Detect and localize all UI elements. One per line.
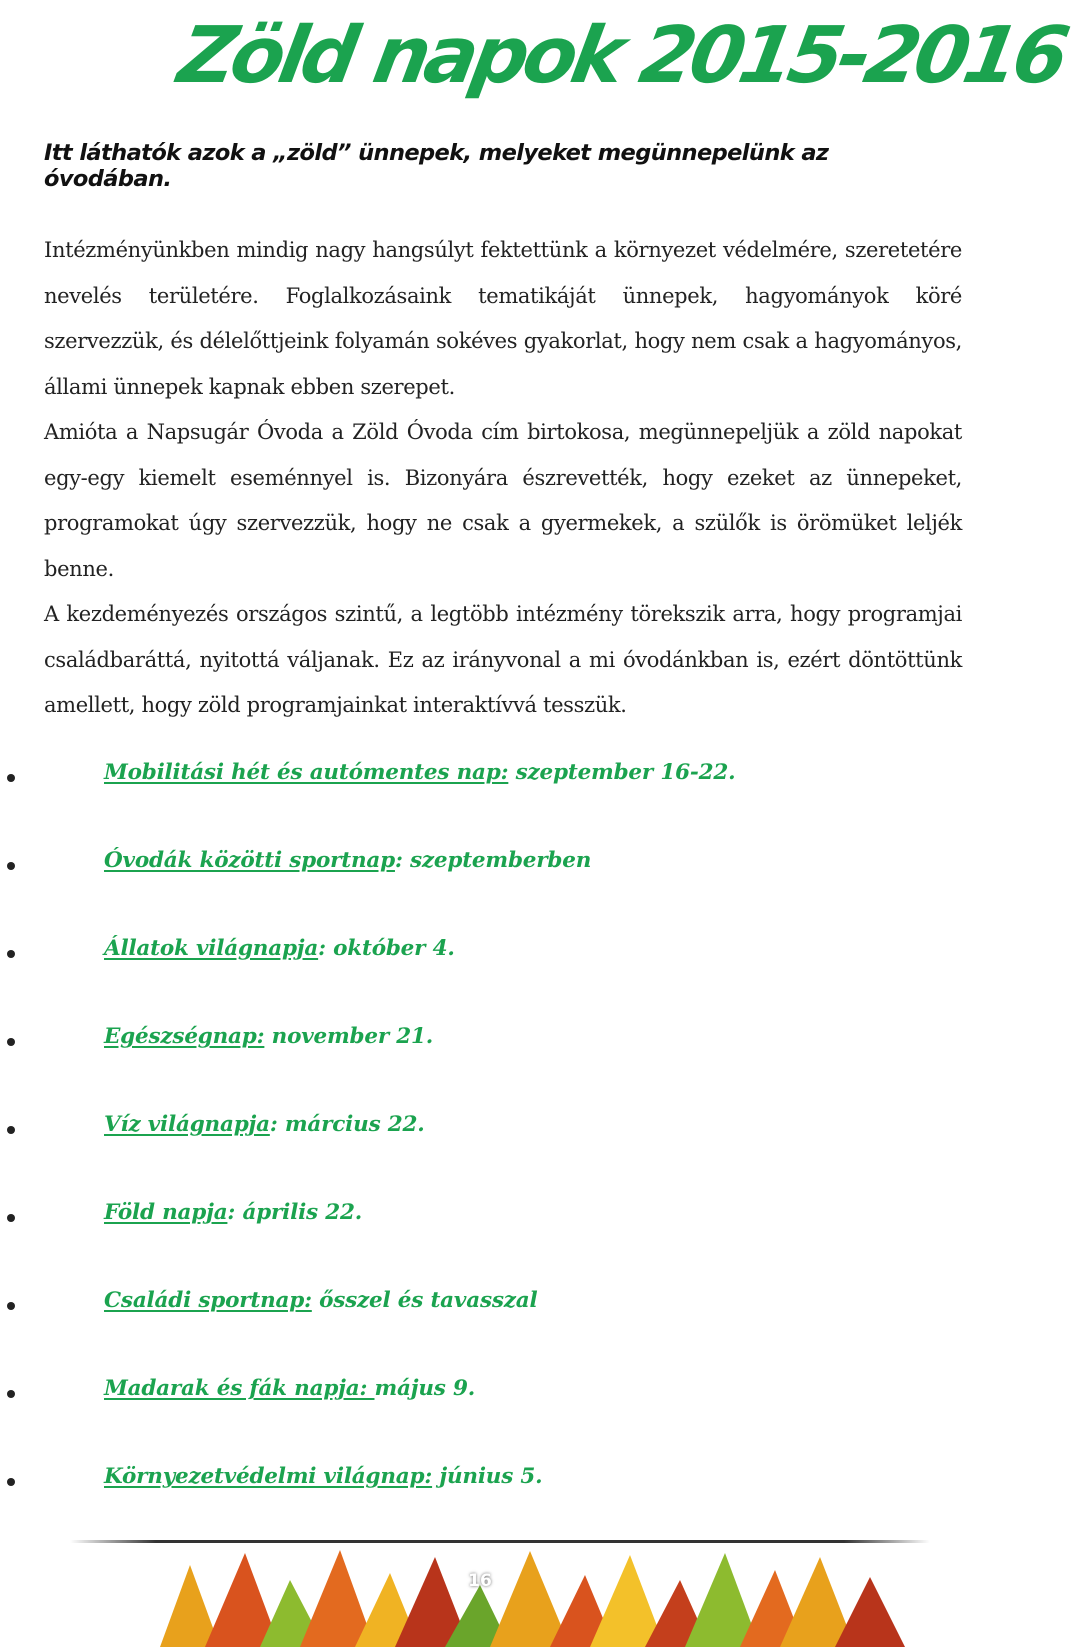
event-date: november 21. (264, 1024, 434, 1049)
bullet-icon (7, 950, 15, 958)
event-date: június 5. (432, 1464, 543, 1489)
list-item (0, 1024, 960, 1118)
page-number: 16 (468, 1571, 492, 1591)
event-date: : október 4. (318, 936, 455, 961)
list-item (0, 1112, 960, 1206)
autumn-leaves-decoration (150, 1545, 910, 1647)
paragraph: Amióta a Napsugár Óvoda a Zöld Óvoda cím birtokosa, megünnepeljük a zöld napokat egy-egy kiemelt eseménnyel is. Bizonyára észrevették, hogy ezeket az ünnepeket, programokat úgy szervezzük, hogy ne csak a gyermekek, a szülők is örömüket leljék benne. (44, 420, 962, 581)
bullet-icon (7, 1390, 15, 1398)
event-date: szeptember 16-22. (508, 760, 736, 785)
bullet-icon (7, 1038, 15, 1046)
event-name-link[interactable]: Madarak és fák napja: (104, 1376, 375, 1401)
list-item (0, 1288, 960, 1382)
event-date: : szeptemberben (394, 848, 592, 873)
page-title: Zöld napok 2015-2016 (172, 11, 1071, 101)
list-item (0, 1200, 960, 1294)
event-date: május 9. (374, 1376, 476, 1401)
footer-divider (70, 1540, 930, 1543)
green-days-list (0, 760, 960, 1558)
list-item (0, 936, 960, 1030)
bullet-icon (7, 862, 15, 870)
list-item (0, 848, 960, 942)
bullet-icon (7, 1126, 15, 1134)
list-item (0, 1376, 960, 1470)
bullet-icon (7, 1214, 15, 1222)
paragraph: A kezdeményezés országos szintű, a legtöbb intézmény törekszik arra, hogy programjai családbaráttá, nyitottá váljanak. Ez az irányvonal a mi óvodánkban is, ezért döntöttünk amellett, hogy zöld programjainkat interaktívvá tesszük. (44, 602, 962, 717)
event-name-link[interactable]: Óvodák közötti sportnap (104, 848, 395, 873)
event-date: : április 22. (227, 1200, 363, 1225)
event-date: : március 22. (269, 1112, 425, 1137)
event-name-link[interactable]: Mobilitási hét és autómentes nap: (104, 760, 509, 785)
event-name-link[interactable]: Állatok világnapja (104, 936, 319, 961)
bullet-icon (7, 1302, 15, 1310)
bullet-icon (7, 1478, 15, 1486)
event-name-link[interactable]: Egészségnap: (104, 1024, 265, 1049)
list-item (0, 760, 960, 854)
event-name-link[interactable]: Környezetvédelmi világnap: (104, 1464, 433, 1489)
paragraph: Intézményünkben mindig nagy hangsúlyt fektettünk a környezet védelmére, szeretetére nevelés területére. Foglalkozásaink tematikáját ünnepek, hagyományok köré szervezzük, és délelőttjeink folyamán sokéves gyakorlat, hogy nem csak a hagyományos, állami ünnepek kapnak ebben szerepet. (44, 238, 962, 399)
leaf-icon (160, 1550, 905, 1647)
event-name-link[interactable]: Víz világnapja (104, 1112, 270, 1137)
event-name-link[interactable]: Föld napja (104, 1200, 228, 1225)
event-date: ősszel és tavasszal (311, 1288, 538, 1313)
body-text (44, 228, 962, 729)
bullet-icon (7, 774, 15, 782)
event-name-link[interactable]: Családi sportnap: (104, 1288, 312, 1313)
intro-text: Itt láthatók azok a „zöld” ünnepek, melyeket megünnepelünk az óvodában. (44, 140, 829, 192)
